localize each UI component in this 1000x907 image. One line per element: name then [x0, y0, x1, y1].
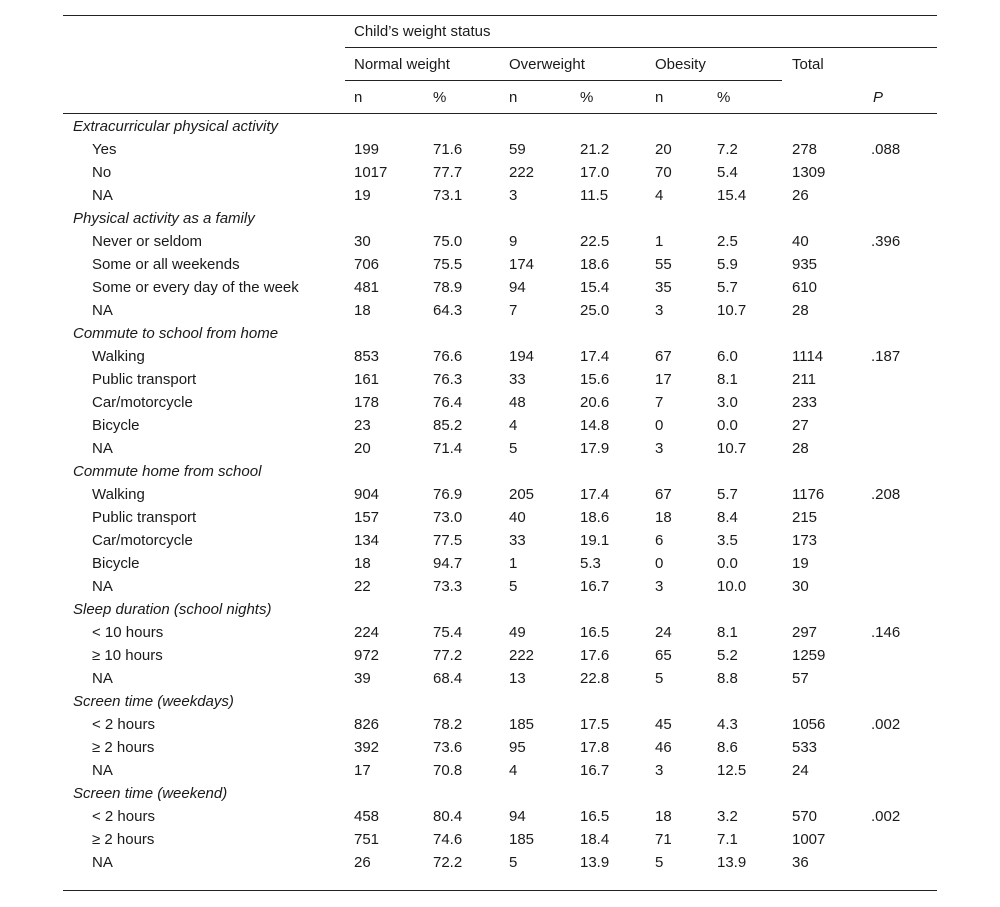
total-n: 297: [792, 624, 818, 641]
normal-weight-n: 706: [354, 256, 380, 273]
total-n: 1056: [792, 716, 826, 733]
normal-weight-n: 157: [354, 509, 380, 526]
table-row: [63, 392, 937, 415]
section-header-row: [63, 461, 937, 484]
normal-weight-n: 161: [354, 371, 380, 388]
obesity-n: 3: [655, 440, 664, 457]
obesity-pct: 10.7: [717, 302, 747, 319]
normal-weight-pct: 76.4: [433, 394, 463, 411]
row-label: No: [92, 164, 112, 181]
group-header: Child’s weight status: [354, 23, 491, 40]
overweight-n: 59: [509, 141, 526, 158]
overweight-pct: 21.2: [580, 141, 610, 158]
p-value: .002: [871, 716, 901, 733]
overweight-n: 13: [509, 670, 526, 687]
obesity-n: 67: [655, 348, 672, 365]
total-n: 19: [792, 555, 809, 572]
row-label: Walking: [92, 348, 145, 365]
overweight-pct: 16.7: [580, 578, 610, 595]
normal-weight-pct: 75.0: [433, 233, 463, 250]
row-label: NA: [92, 670, 113, 687]
category-header-normal: Normal weight: [354, 56, 450, 73]
header-bottom-rule: [63, 113, 937, 114]
table-row: [63, 530, 937, 553]
row-label: NA: [92, 302, 113, 319]
overweight-n: 4: [509, 417, 518, 434]
row-label: Walking: [92, 486, 145, 503]
table-top-rule: [63, 15, 937, 16]
obesity-pct: 13.9: [717, 854, 747, 871]
total-header: Total: [792, 56, 824, 73]
obesity-pct: 5.2: [717, 647, 738, 664]
overweight-n: 48: [509, 394, 526, 411]
table-row: [63, 484, 937, 507]
overweight-n: 95: [509, 739, 526, 756]
overweight-pct: 14.8: [580, 417, 610, 434]
normal-weight-pct: 78.9: [433, 279, 463, 296]
table-row: [63, 714, 937, 737]
row-label: Bicycle: [92, 555, 140, 572]
obesity-n: 70: [655, 164, 672, 181]
section-title: Commute home from school: [73, 463, 262, 480]
obesity-pct: 5.7: [717, 279, 738, 296]
overweight-pct: 20.6: [580, 394, 610, 411]
overweight-pct: 25.0: [580, 302, 610, 319]
overweight-n: 94: [509, 279, 526, 296]
obesity-n: 0: [655, 417, 664, 434]
normal-weight-n: 751: [354, 831, 380, 848]
total-n: 533: [792, 739, 818, 756]
overweight-pct: 17.6: [580, 647, 610, 664]
obesity-pct: 5.4: [717, 164, 738, 181]
pct-header: %: [433, 89, 447, 106]
row-label: < 2 hours: [92, 716, 155, 733]
overweight-pct: 18.4: [580, 831, 610, 848]
total-n: 211: [792, 371, 816, 388]
table-row: [63, 668, 937, 691]
overweight-n: 222: [509, 164, 535, 181]
section-title: Physical activity as a family: [73, 210, 255, 227]
obesity-n: 5: [655, 670, 664, 687]
overweight-n: 7: [509, 302, 518, 319]
row-label: NA: [92, 854, 113, 871]
normal-weight-pct: 78.2: [433, 716, 463, 733]
normal-weight-pct: 68.4: [433, 670, 463, 687]
section-header-row: [63, 691, 937, 714]
p-value-header: P: [873, 89, 884, 106]
obesity-n: 71: [655, 831, 672, 848]
normal-weight-pct: 71.4: [433, 440, 463, 457]
overweight-pct: 19.1: [580, 532, 610, 549]
normal-weight-n: 20: [354, 440, 371, 457]
table-row: [63, 346, 937, 369]
overweight-n: 9: [509, 233, 518, 250]
obesity-pct: 8.1: [717, 624, 738, 641]
row-label: Never or seldom: [92, 233, 203, 250]
total-n: 36: [792, 854, 809, 871]
p-value: .187: [871, 348, 901, 365]
section-header-row: [63, 783, 937, 806]
p-value: .146: [871, 624, 901, 641]
normal-weight-pct: 72.2: [433, 854, 463, 871]
obesity-n: 17: [655, 371, 672, 388]
row-label: Bicycle: [92, 417, 140, 434]
normal-weight-n: 199: [354, 141, 380, 158]
normal-weight-n: 39: [354, 670, 371, 687]
row-label: NA: [92, 440, 113, 457]
normal-weight-n: 178: [354, 394, 380, 411]
row-label: NA: [92, 762, 113, 779]
section-header-row: [63, 208, 937, 231]
total-n: 215: [792, 509, 818, 526]
obesity-pct: 10.7: [717, 440, 747, 457]
obesity-n: 65: [655, 647, 672, 664]
obesity-pct: 3.5: [717, 532, 738, 549]
obesity-pct: 5.7: [717, 486, 738, 503]
row-label: Public transport: [92, 371, 197, 388]
row-label: NA: [92, 578, 113, 595]
normal-weight-n: 19: [354, 187, 371, 204]
total-n: 30: [792, 578, 809, 595]
n-header: n: [509, 89, 518, 106]
row-label: ≥ 2 hours: [92, 739, 155, 756]
normal-weight-n: 23: [354, 417, 371, 434]
normal-weight-n: 481: [354, 279, 380, 296]
overweight-pct: 5.3: [580, 555, 601, 572]
overweight-n: 205: [509, 486, 535, 503]
pct-header: %: [717, 89, 731, 106]
obesity-n: 5: [655, 854, 664, 871]
section-header-row: [63, 599, 937, 622]
normal-weight-pct: 71.6: [433, 141, 463, 158]
overweight-pct: 18.6: [580, 509, 610, 526]
obesity-pct: 8.4: [717, 509, 738, 526]
obesity-n: 4: [655, 187, 664, 204]
table-row: [63, 829, 937, 852]
obesity-pct: 8.8: [717, 670, 738, 687]
normal-weight-n: 904: [354, 486, 380, 503]
obesity-n: 1: [655, 233, 664, 250]
obesity-pct: 7.2: [717, 141, 738, 158]
n-header: n: [655, 89, 664, 106]
normal-weight-n: 18: [354, 302, 371, 319]
overweight-pct: 22.5: [580, 233, 610, 250]
overweight-pct: 17.0: [580, 164, 610, 181]
total-n: 233: [792, 394, 818, 411]
normal-weight-n: 458: [354, 808, 380, 825]
normal-weight-pct: 76.6: [433, 348, 463, 365]
obesity-pct: 3.0: [717, 394, 738, 411]
table-row: [63, 507, 937, 530]
table-row: [63, 737, 937, 760]
row-label: Car/motorcycle: [92, 532, 193, 549]
obesity-n: 6: [655, 532, 664, 549]
overweight-n: 185: [509, 831, 535, 848]
normal-weight-pct: 94.7: [433, 555, 463, 572]
p-value: .208: [871, 486, 901, 503]
table-row: [63, 300, 937, 323]
row-label: Car/motorcycle: [92, 394, 193, 411]
total-n: 57: [792, 670, 809, 687]
table-row: [63, 369, 937, 392]
normal-weight-pct: 74.6: [433, 831, 463, 848]
section-header-row: [63, 116, 937, 139]
normal-weight-pct: 75.5: [433, 256, 463, 273]
overweight-n: 185: [509, 716, 535, 733]
total-n: 1007: [792, 831, 826, 848]
obesity-n: 35: [655, 279, 672, 296]
overweight-n: 5: [509, 578, 518, 595]
overweight-n: 1: [509, 555, 518, 572]
normal-weight-pct: 76.3: [433, 371, 463, 388]
total-n: 1309: [792, 164, 826, 181]
overweight-pct: 16.5: [580, 808, 610, 825]
overweight-pct: 17.5: [580, 716, 610, 733]
normal-weight-pct: 80.4: [433, 808, 463, 825]
total-n: 1114: [792, 348, 824, 365]
p-value: .088: [871, 141, 901, 158]
total-n: 1176: [792, 486, 825, 503]
obesity-pct: 0.0: [717, 555, 738, 572]
table-row: [63, 806, 937, 829]
section-header-row: [63, 323, 937, 346]
table-row: [63, 139, 937, 162]
normal-weight-n: 22: [354, 578, 371, 595]
overweight-pct: 17.4: [580, 486, 610, 503]
obesity-pct: 15.4: [717, 187, 747, 204]
table-row: [63, 185, 937, 208]
table-row: [63, 576, 937, 599]
total-n: 278: [792, 141, 818, 158]
overweight-n: 40: [509, 509, 526, 526]
total-n: 40: [792, 233, 809, 250]
obesity-pct: 3.2: [717, 808, 738, 825]
normal-weight-pct: 70.8: [433, 762, 463, 779]
overweight-n: 3: [509, 187, 518, 204]
table-row: [63, 162, 937, 185]
row-label: NA: [92, 187, 113, 204]
table-row: [63, 622, 937, 645]
normal-weight-pct: 73.3: [433, 578, 463, 595]
row-label: Yes: [92, 141, 117, 158]
overweight-pct: 15.4: [580, 279, 610, 296]
obesity-n: 18: [655, 509, 672, 526]
table-row: [63, 645, 937, 668]
obesity-n: 0: [655, 555, 664, 572]
total-n: 26: [792, 187, 809, 204]
overweight-n: 94: [509, 808, 526, 825]
overweight-n: 222: [509, 647, 535, 664]
obesity-pct: 0.0: [717, 417, 738, 434]
normal-weight-n: 224: [354, 624, 380, 641]
section-title: Screen time (weekdays): [73, 693, 234, 710]
overweight-pct: 18.6: [580, 256, 610, 273]
obesity-n: 45: [655, 716, 672, 733]
normal-weight-n: 30: [354, 233, 371, 250]
normal-weight-n: 826: [354, 716, 380, 733]
obesity-pct: 6.0: [717, 348, 738, 365]
table-row: [63, 852, 937, 875]
obesity-pct: 12.5: [717, 762, 747, 779]
obesity-n: 24: [655, 624, 672, 641]
row-label: < 10 hours: [92, 624, 164, 641]
overweight-pct: 11.5: [580, 187, 609, 204]
obesity-n: 3: [655, 302, 664, 319]
row-label: Public transport: [92, 509, 197, 526]
normal-weight-pct: 76.9: [433, 486, 463, 503]
total-n: 28: [792, 302, 809, 319]
overweight-pct: 17.4: [580, 348, 610, 365]
normal-weight-pct: 77.2: [433, 647, 463, 664]
overweight-n: 33: [509, 371, 526, 388]
p-value: .002: [871, 808, 901, 825]
obesity-pct: 5.9: [717, 256, 738, 273]
normal-weight-n: 392: [354, 739, 380, 756]
section-title: Sleep duration (school nights): [73, 601, 272, 618]
pct-header: %: [580, 89, 594, 106]
normal-weight-n: 134: [354, 532, 380, 549]
section-title: Extracurricular physical activity: [73, 118, 279, 135]
row-label: Some or all weekends: [92, 256, 240, 273]
total-n: 27: [792, 417, 809, 434]
table-row: [63, 438, 937, 461]
overweight-n: 33: [509, 532, 526, 549]
table-row: [63, 254, 937, 277]
overweight-n: 5: [509, 440, 518, 457]
obesity-pct: 8.6: [717, 739, 738, 756]
section-title: Screen time (weekend): [73, 785, 228, 802]
overweight-pct: 15.6: [580, 371, 610, 388]
obesity-n: 67: [655, 486, 672, 503]
overweight-pct: 22.8: [580, 670, 610, 687]
total-n: 24: [792, 762, 809, 779]
obesity-n: 3: [655, 762, 664, 779]
normal-weight-n: 26: [354, 854, 371, 871]
total-n: 935: [792, 256, 818, 273]
obesity-n: 20: [655, 141, 672, 158]
table-bottom-rule: [63, 890, 937, 891]
normal-weight-pct: 77.7: [433, 164, 463, 181]
normal-weight-pct: 73.6: [433, 739, 463, 756]
n-header: n: [354, 89, 363, 106]
overweight-n: 174: [509, 256, 535, 273]
overweight-pct: 17.8: [580, 739, 610, 756]
overweight-n: 49: [509, 624, 526, 641]
obesity-n: 18: [655, 808, 672, 825]
row-label: ≥ 2 hours: [92, 831, 155, 848]
p-value: .396: [871, 233, 901, 250]
normal-weight-n: 1017: [354, 164, 388, 181]
table-row: [63, 760, 937, 783]
total-n: 570: [792, 808, 818, 825]
overweight-n: 4: [509, 762, 518, 779]
overweight-n: 194: [509, 348, 535, 365]
normal-weight-pct: 73.0: [433, 509, 463, 526]
row-label: < 2 hours: [92, 808, 155, 825]
obesity-n: 55: [655, 256, 672, 273]
table-row: [63, 415, 937, 438]
normal-weight-n: 17: [354, 762, 371, 779]
obesity-n: 46: [655, 739, 672, 756]
overweight-pct: 16.7: [580, 762, 610, 779]
overweight-n: 5: [509, 854, 518, 871]
category-header-rule: [345, 80, 782, 81]
row-label: ≥ 10 hours: [92, 647, 163, 664]
normal-weight-n: 18: [354, 555, 371, 572]
table-row: [63, 231, 937, 254]
overweight-pct: 16.5: [580, 624, 610, 641]
normal-weight-n: 972: [354, 647, 380, 664]
obesity-pct: 2.5: [717, 233, 738, 250]
group-header-rule: [345, 47, 937, 48]
obesity-pct: 8.1: [717, 371, 738, 388]
total-n: 1259: [792, 647, 826, 664]
obesity-pct: 10.0: [717, 578, 747, 595]
normal-weight-pct: 77.5: [433, 532, 463, 549]
obesity-pct: 4.3: [717, 716, 738, 733]
obesity-n: 7: [655, 394, 664, 411]
overweight-pct: 13.9: [580, 854, 610, 871]
total-n: 173: [792, 532, 818, 549]
obesity-n: 3: [655, 578, 664, 595]
normal-weight-pct: 73.1: [433, 187, 463, 204]
total-n: 610: [792, 279, 818, 296]
normal-weight-n: 853: [354, 348, 380, 365]
section-title: Commute to school from home: [73, 325, 279, 342]
row-label: Some or every day of the week: [92, 279, 299, 296]
category-header-overweight: Overweight: [509, 56, 585, 73]
normal-weight-pct: 64.3: [433, 302, 463, 319]
overweight-pct: 17.9: [580, 440, 610, 457]
normal-weight-pct: 75.4: [433, 624, 463, 641]
obesity-pct: 7.1: [717, 831, 738, 848]
normal-weight-pct: 85.2: [433, 417, 463, 434]
table-row: [63, 553, 937, 576]
category-header-obesity: Obesity: [655, 56, 706, 73]
table-row: [63, 277, 937, 300]
total-n: 28: [792, 440, 809, 457]
